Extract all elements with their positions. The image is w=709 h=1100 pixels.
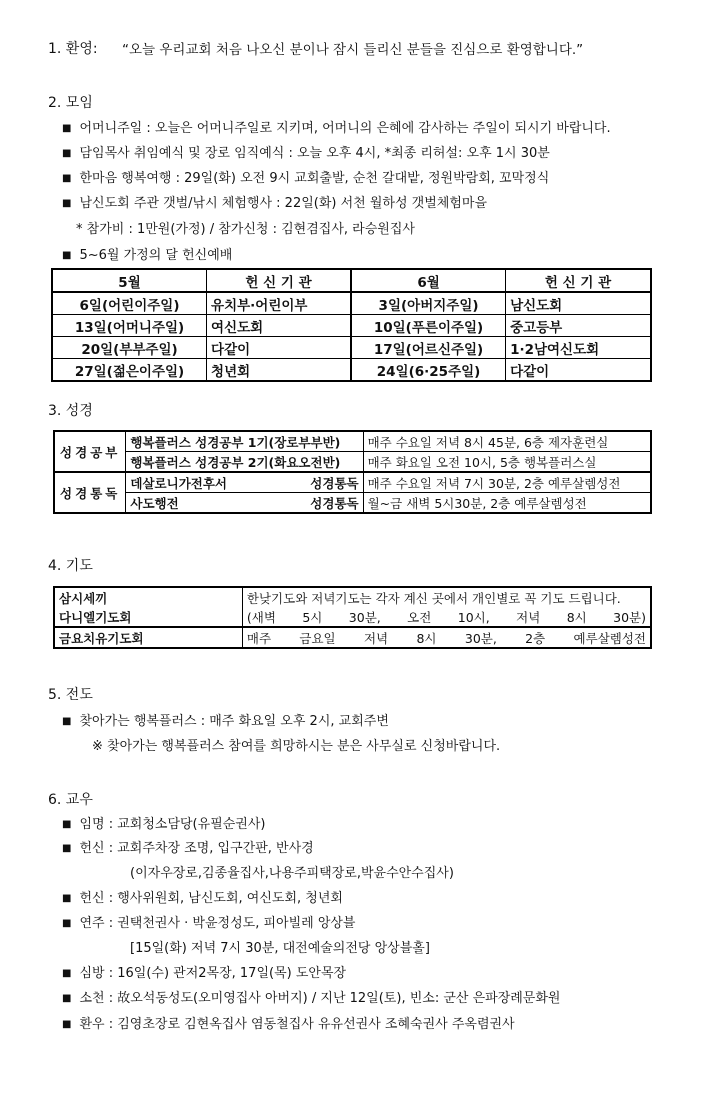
table-cell: 24일(6·25주일) bbox=[351, 359, 506, 382]
header-org: 헌 신 기 관 bbox=[207, 269, 352, 292]
list-item-continuation: [15일(화) 저녁 7시 30분, 대전예술의전당 앙상블홀] bbox=[130, 941, 430, 956]
table-row bbox=[52, 337, 651, 359]
table-cell: 매주 화요일 오전 10시, 5층 행복플러스실 bbox=[363, 452, 651, 473]
table-row bbox=[54, 627, 651, 648]
list-item: ■ 헌신 : 교회주차장 조명, 입구간판, 반사경 bbox=[62, 837, 314, 856]
table-cell: 20일(부부주일) bbox=[52, 337, 207, 359]
list-item: ■ 찾아가는 행복플러스 : 매주 화요일 오후 2시, 교회주변 bbox=[62, 710, 389, 729]
offering-table bbox=[51, 268, 652, 382]
table-cell: 13일(어머니주일) bbox=[52, 315, 207, 337]
table-cell: 10일(푸른이주일) bbox=[351, 315, 506, 337]
table-cell: 행복플러스 성경공부 1기(장로부부반) bbox=[126, 431, 363, 452]
table-row bbox=[52, 292, 651, 315]
table-row bbox=[52, 315, 651, 337]
table-cell: 사도행전 성경통독 bbox=[126, 493, 363, 514]
section-6-heading: 6. 교우 bbox=[48, 792, 93, 808]
table-cell: 중고등부 bbox=[506, 315, 651, 337]
list-item: ■ 헌신 : 행사위원회, 남신도회, 여신도회, 청년회 bbox=[62, 887, 343, 906]
table-cell: 한낮기도와 저녁기도는 각자 계신 곳에서 개인별로 꼭 기도 드립니다. bbox=[242, 587, 651, 607]
section-3-heading: 3. 성경 bbox=[48, 403, 93, 419]
table-row bbox=[54, 452, 651, 473]
section-5-heading: 5. 전도 bbox=[48, 687, 93, 703]
bible-table bbox=[53, 430, 652, 514]
table-row bbox=[52, 359, 651, 382]
note-text: * 참가비 : 1만원(가정) / 참가신청 : 김현겸집사, 라승원집사 bbox=[76, 222, 415, 237]
table-cell: (새벽 5시 30분, 오전 10시, 저녁 8시 30분) bbox=[242, 607, 651, 627]
table-cell: 다같이 bbox=[207, 337, 352, 359]
section-2-heading: 2. 모임 bbox=[48, 95, 93, 111]
offering-title: ■ 5~6월 가정의 달 헌신예배 bbox=[62, 244, 232, 263]
table-cell: 유치부·어린이부 bbox=[207, 292, 352, 315]
header-org: 헌 신 기 관 bbox=[506, 269, 651, 292]
list-item: ■ 어머니주일 : 오늘은 어머니주일로 지키며, 어머니의 은혜에 감사하는 주일이 되시기 바랍니다. bbox=[62, 117, 611, 136]
table-row bbox=[54, 607, 651, 627]
table-cell: 6일(어린이주일) bbox=[52, 292, 207, 315]
list-item: ■ 환우 : 김영초장로 김현옥집사 염동철집사 유유선권사 조혜숙권사 주옥렴권사 bbox=[62, 1013, 515, 1032]
table-cell: 월~금 새벽 5시30분, 2층 예루살렘성전 bbox=[363, 493, 651, 514]
header-may: 5월 bbox=[52, 269, 207, 292]
list-item: ■ 한마음 행복여행 : 29일(화) 오전 9시 교회출발, 순천 갈대밭, 정원박람회, 꼬막정식 bbox=[62, 167, 549, 186]
table-cell: 1·2남여신도회 bbox=[506, 337, 651, 359]
table-cell: 행복플러스 성경공부 2기(화요오전반) bbox=[126, 452, 363, 473]
list-item: ■ 남신도회 주관 갯벌/낚시 체험행사 : 22일(화) 서천 월하성 갯벌체험마을 bbox=[62, 192, 487, 211]
note-text: ※ 찾아가는 행복플러스 참여를 희망하시는 분은 사무실로 신청바랍니다. bbox=[92, 739, 501, 754]
table-cell: 삼시세끼 bbox=[54, 587, 242, 607]
table-header-row bbox=[52, 269, 651, 292]
header-june: 6월 bbox=[351, 269, 506, 292]
group-label: 성경통독 bbox=[54, 472, 126, 513]
welcome-text: “오늘 우리교회 처음 나오신 분이나 잠시 들리신 분들을 진심으로 환영합니다.” bbox=[122, 42, 584, 58]
list-item: ■ 임명 : 교회청소담당(유필순권사) bbox=[62, 813, 266, 832]
list-item: ■ 소천 : 故오석동성도(오미영집사 아버지) / 지난 12일(토), 빈소: 군산 은파장례문화원 bbox=[62, 987, 561, 1006]
table-cell: 남신도회 bbox=[506, 292, 651, 315]
group-label: 성경공부 bbox=[54, 431, 126, 472]
list-item: ■ 심방 : 16일(수) 관저2목장, 17일(목) 도안목장 bbox=[62, 962, 346, 981]
table-cell: 매주 금요일 저녁 8시 30분, 2층 예루살렘성전 bbox=[242, 627, 651, 648]
table-cell: 3일(아버지주일) bbox=[351, 292, 506, 315]
table-cell: 청년회 bbox=[207, 359, 352, 382]
table-cell: 다같이 bbox=[506, 359, 651, 382]
table-cell: 27일(젊은이주일) bbox=[52, 359, 207, 382]
section-4-heading: 4. 기도 bbox=[48, 558, 93, 574]
list-item: ■ 연주 : 권택천권사 · 박윤정성도, 피아빌레 앙상블 bbox=[62, 912, 356, 931]
table-cell: 매주 수요일 저녁 7시 30분, 2층 예루살렘성전 bbox=[363, 472, 651, 493]
table-row bbox=[54, 493, 651, 514]
table-row bbox=[54, 472, 651, 493]
table-cell: 여신도회 bbox=[207, 315, 352, 337]
table-cell: 매주 수요일 저녁 8시 45분, 6층 제자훈련실 bbox=[363, 431, 651, 452]
section-1-heading: 1. 환영: bbox=[48, 41, 98, 57]
prayer-table bbox=[53, 586, 652, 649]
table-cell: 17일(어르신주일) bbox=[351, 337, 506, 359]
table-row bbox=[54, 431, 651, 452]
table-cell: 금요치유기도회 bbox=[54, 627, 242, 648]
list-item-continuation: (이자우장로,김종율집사,나용주피택장로,박윤수안수집사) bbox=[130, 866, 454, 881]
table-cell: 데살로니가전후서 성경통독 bbox=[126, 472, 363, 493]
list-item: ■ 담임목사 취임예식 및 장로 임직예식 : 오늘 오후 4시, *최종 리허설: 오후 1시 30분 bbox=[62, 142, 550, 161]
table-row bbox=[54, 587, 651, 607]
table-cell: 다니엘기도회 bbox=[54, 607, 242, 627]
